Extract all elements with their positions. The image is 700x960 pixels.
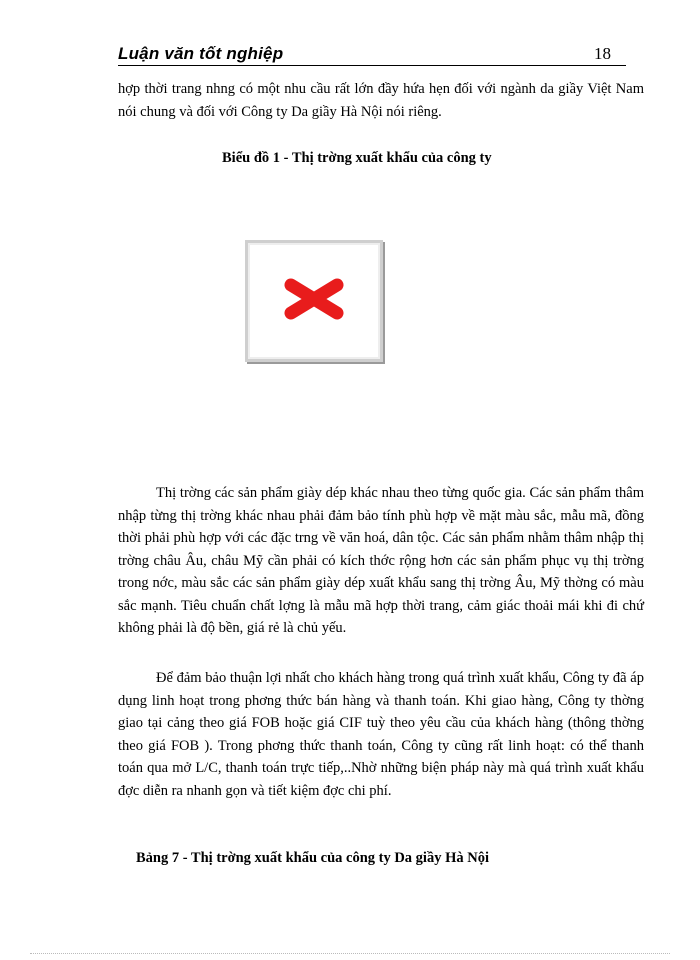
page-number: 18: [594, 44, 611, 63]
broken-image-placeholder: [245, 240, 383, 362]
paragraph-market: Thị trờng các sản phẩm giày dép khác nhau theo từng quốc gia. Các sản phẩm thâm nhập từng thị trờng khác nhau phải đảm bảo tính phù hợp về mặt màu sắc, mẫu mã, đồng thời phải phù hợp với các đặc trng về văn hoá, dân tộc. Các sản phẩm nhằm thâm nhập thị trờng châu Âu, châu Mỹ cần phải có kích thớc rộng hơn các sản phẩm phục vụ thị trờng trong nớc, màu sắc các sản phẩm giày dép xuất khẩu sang thị trờng Âu, Mỹ thờng có màu sắc mạnh. Tiêu chuẩn chất lợng là mẫu mã hợp thời trang, cảm giác thoải mái khi đi chứ không phải là độ bền, giá rẻ là chủ yếu.: [118, 485, 644, 636]
table-caption: Bảng 7 - Thị trờng xuất khẩu của công ty Da giầy Hà Nội: [136, 850, 489, 866]
page-bottom-rule: [30, 953, 670, 954]
chart-caption: Biểu đồ 1 - Thị trờng xuất khẩu của công ty: [222, 150, 492, 166]
paragraph-intro: hợp thời trang nhng có một nhu cầu rất lớn đầy hứa hẹn đối với ngành da giầy Việt Nam nói chung và đối với Công ty Da giầy Hà Nội nói riêng.: [118, 81, 644, 120]
header-title: Luận văn tốt nghiệp: [118, 44, 284, 63]
broken-image-icon: [248, 243, 380, 359]
paragraph-payment: Để đảm bảo thuận lợi nhất cho khách hàng trong quá trình xuất khẩu, Công ty đã áp dụng linh hoạt trong phơng thức bán hàng và thanh toán. Khi giao hàng, Công ty thờng giao tại cảng theo giá FOB hoặc giá CIF tuỳ theo yêu cầu của khách hàng (thông thờng theo giá FOB ). Trong phơng thức thanh toán, Công ty cũng rất linh hoạt: có thể thanh toán qua mở L/C, thanh toán trực tiếp,..Nhờ những biện pháp này mà quá trình xuất khẩu đợc diễn ra nhanh gọn và tiết kiệm đợc chi phí.: [118, 670, 644, 799]
header-rule: [118, 65, 626, 66]
